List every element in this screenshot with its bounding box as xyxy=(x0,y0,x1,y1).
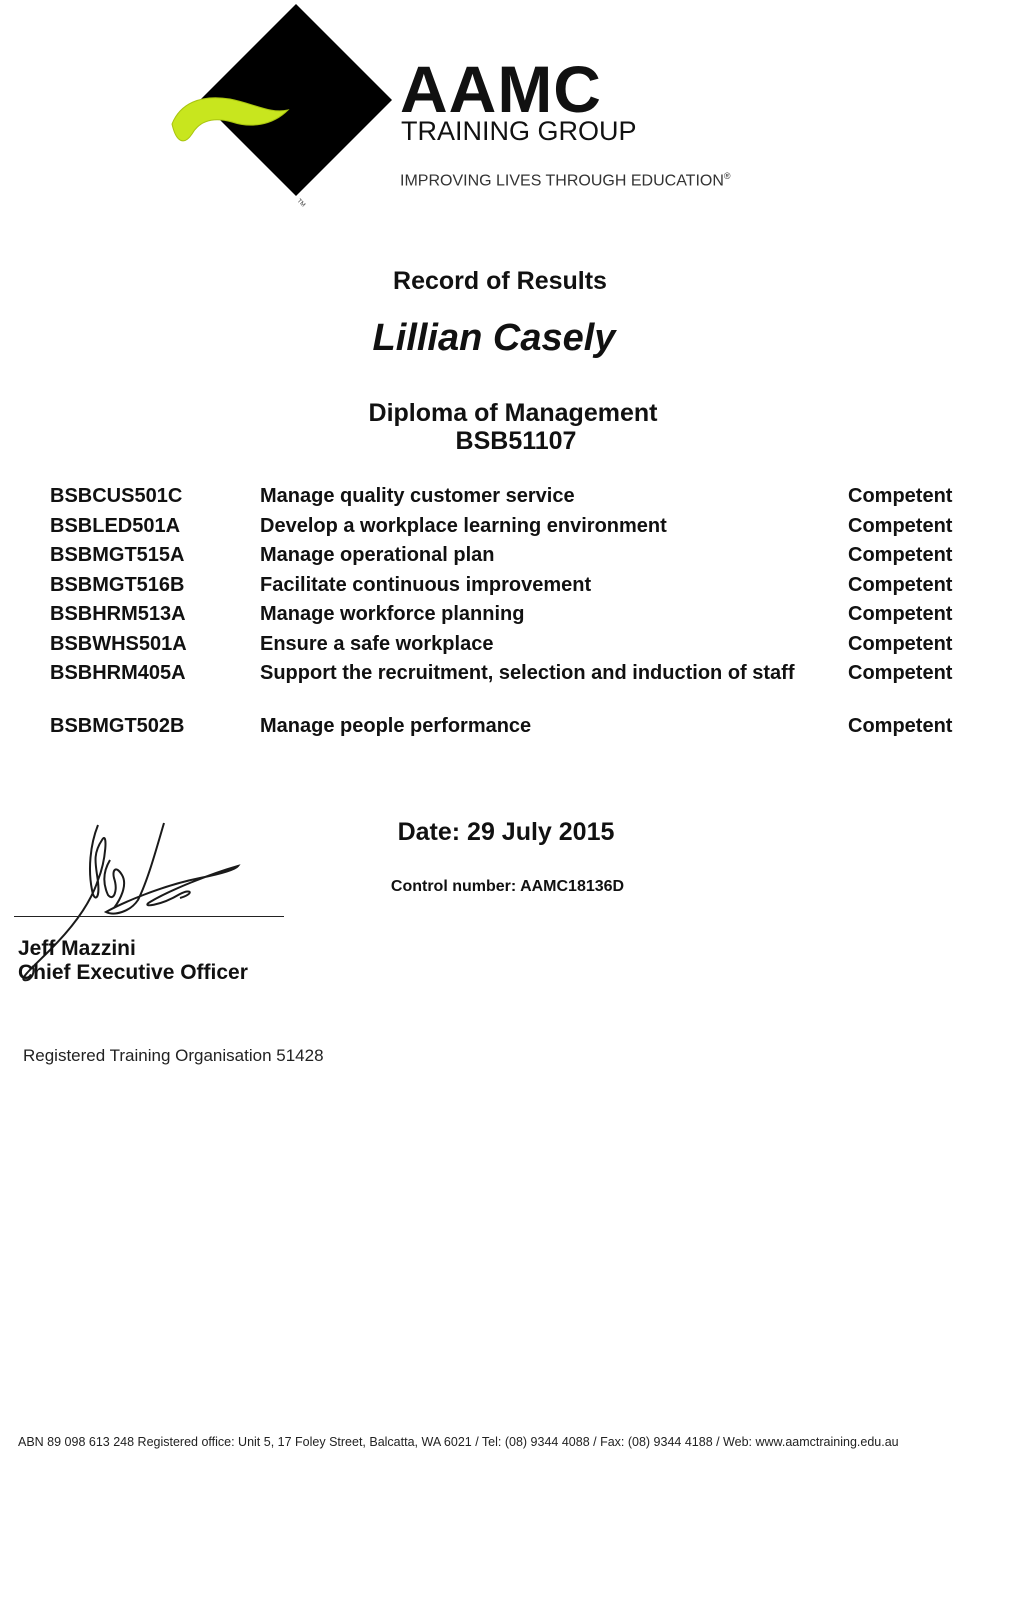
unit-result: Competent xyxy=(848,544,953,566)
unit-result: Competent xyxy=(848,715,953,737)
unit-row xyxy=(0,629,1009,659)
unit-row xyxy=(0,511,1009,541)
unit-result: Competent xyxy=(848,633,953,655)
control-number: Control number: AAMC18136D xyxy=(390,878,625,895)
registered-mark: ® xyxy=(723,171,731,181)
unit-code: BSBMGT502B xyxy=(50,715,185,737)
unit-title: Ensure a safe workplace xyxy=(260,633,494,655)
unit-title: Facilitate continuous improvement xyxy=(260,574,592,596)
unit-code: BSBLED501A xyxy=(50,515,181,537)
unit-title: Manage quality customer service xyxy=(260,485,575,507)
unit-code: BSBMGT516B xyxy=(50,574,185,596)
unit-result: Competent xyxy=(848,662,953,684)
unit-row xyxy=(0,711,1009,741)
signature-line xyxy=(14,916,284,917)
unit-row xyxy=(0,570,1009,600)
brand-tagline xyxy=(400,166,731,191)
unit-result: Competent xyxy=(848,603,953,625)
brand-subtitle: TRAINING GROUP xyxy=(401,116,637,146)
footer-contact: ABN 89 098 613 248 Registered office: Unit 5, 17 Foley Street, Balcatta, WA 6021 / Tel: (08) 9344 4088 / Fax: (08) 9344 4188 / Web: www.aamctraining.edu.au xyxy=(18,1435,899,1449)
unit-row xyxy=(0,658,1009,688)
qualification-code: BSB51107 xyxy=(455,427,577,455)
brand-name: AAMC xyxy=(400,52,602,126)
unit-result: Competent xyxy=(848,515,953,537)
unit-result: Competent xyxy=(848,485,953,507)
signatory-name: Jeff Mazzini xyxy=(18,937,136,960)
qualification-name: Diploma of Management xyxy=(368,399,658,427)
brand-tagline-text: IMPROVING LIVES THROUGH EDUCATION xyxy=(400,172,724,190)
unit-code: BSBHRM405A xyxy=(50,662,186,684)
unit-code: BSBWHS501A xyxy=(50,633,187,655)
unit-code: BSBMGT515A xyxy=(50,544,185,566)
logo-trademark: TM xyxy=(295,198,306,209)
unit-title: Manage workforce planning xyxy=(260,603,525,625)
unit-result: Competent xyxy=(848,574,953,596)
unit-row xyxy=(0,481,1009,511)
unit-title: Develop a workplace learning environment xyxy=(260,515,667,537)
unit-row xyxy=(0,599,1009,629)
unit-title: Manage operational plan xyxy=(260,544,495,566)
signatory-title: Chief Executive Officer xyxy=(18,961,248,984)
document-title: Record of Results xyxy=(393,267,607,295)
unit-title: Manage people performance xyxy=(260,715,532,737)
unit-title: Support the recruitment, selection and induction of staff xyxy=(260,662,795,684)
unit-row xyxy=(0,540,1009,570)
rto-number: Registered Training Organisation 51428 xyxy=(23,1046,324,1065)
student-name: Lillian Casely xyxy=(372,317,616,359)
issue-date: Date: 29 July 2015 xyxy=(397,818,615,846)
unit-code: BSBCUS501C xyxy=(50,485,183,507)
unit-code: BSBHRM513A xyxy=(50,603,186,625)
